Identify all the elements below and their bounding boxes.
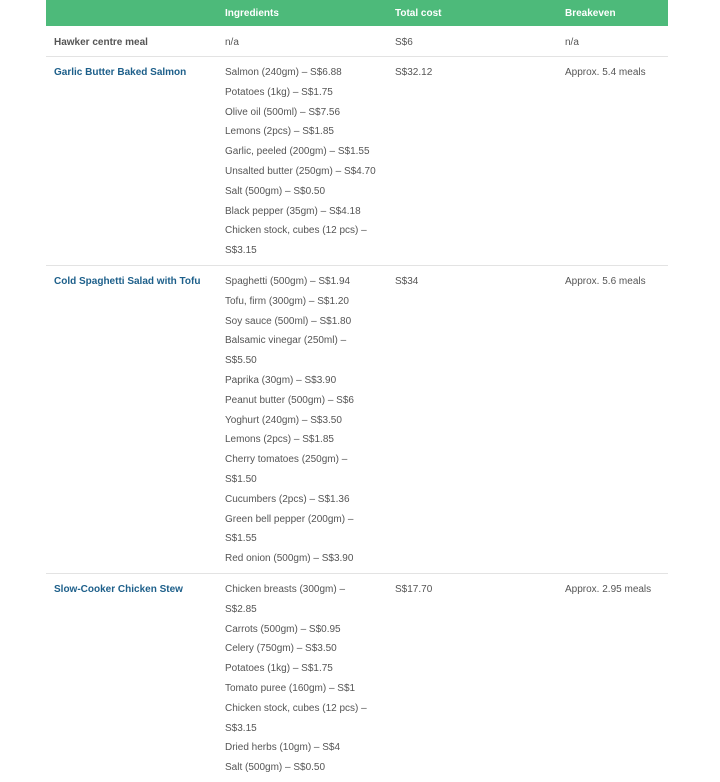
- table-row: [46, 26, 668, 57]
- ingredient-item: Peanut butter (500gm) – S$6: [225, 394, 354, 406]
- total-cost: S$32.12: [395, 67, 433, 78]
- ingredient-item: Unsalted butter (250gm) – S$4.70: [225, 165, 376, 177]
- ingredient-item: Soy sauce (500ml) – S$1.80: [225, 315, 352, 327]
- header-breakeven: Breakeven: [565, 7, 616, 19]
- ingredient-item: Potatoes (1kg) – S$1.75: [225, 663, 333, 675]
- ingredient-item: Salt (500gm) – S$0.50: [225, 762, 326, 774]
- ingredient-item: Carrots (500gm) – S$0.95: [225, 623, 341, 635]
- ingredient-item: Chicken stock, cubes (12 pcs) –: [225, 702, 367, 714]
- ingredient-item: Lemons (2pcs) – S$1.85: [225, 126, 334, 138]
- table-row: [46, 265, 668, 573]
- ingredients-cell: [217, 573, 387, 781]
- meal-cost-table: [46, 0, 668, 782]
- ingredients-cell: [217, 57, 387, 266]
- table-row: [46, 573, 668, 781]
- total-cost: S$17.70: [395, 583, 433, 595]
- ingredient-item: Garlic, peeled (200gm) – S$1.55: [225, 146, 370, 158]
- ingredient-item: Green bell pepper (200gm) –: [225, 513, 354, 525]
- ingredient-item: Olive oil (500ml) – S$7.56: [225, 106, 341, 118]
- total-cost: S$34: [395, 275, 419, 287]
- header-ingredients: Ingredients: [225, 7, 279, 19]
- breakeven: n/a: [565, 37, 579, 48]
- ingredient-item: Cherry tomatoes (250gm) – S$1.50: [225, 454, 348, 485]
- table-header-row: [46, 0, 668, 26]
- header-total-cost: Total cost: [395, 7, 442, 19]
- ingredient-item: Black pepper (35gm) – S$4.18: [225, 205, 361, 217]
- ingredient-item: Salt (500gm) – S$0.50: [225, 185, 326, 197]
- ingredients-cell: n/a: [225, 37, 239, 48]
- ingredients-cell: [217, 265, 387, 573]
- breakeven: Approx. 5.6 meals: [565, 275, 646, 287]
- ingredient-item: Spaghetti (500gm) – S$1.94: [225, 275, 351, 287]
- ingredient-list: [225, 580, 379, 778]
- ingredient-item: Red onion (500gm) – S$3.90: [225, 553, 354, 565]
- ingredient-list: [225, 272, 379, 569]
- header-meal: [46, 0, 217, 26]
- ingredient-list: [225, 63, 379, 261]
- meal-name: Hawker centre meal: [54, 37, 148, 48]
- ingredient-item: Lemons (2pcs) – S$1.85: [225, 434, 334, 446]
- ingredient-item: Cucumbers (2pcs) – S$1.36: [225, 493, 350, 505]
- ingredient-item: Yoghurt (240gm) – S$3.50: [225, 414, 342, 426]
- ingredient-item: S$1.55: [225, 533, 257, 545]
- ingredient-item: Chicken stock, cubes (12 pcs) –: [225, 225, 367, 237]
- meal-name: Slow-Cooker Chicken Stew: [54, 583, 183, 595]
- ingredient-item: Chicken breasts (300gm) – S$2.85: [225, 583, 346, 615]
- meal-name: Cold Spaghetti Salad with Tofu: [54, 275, 201, 287]
- ingredient-item: Dried herbs (10gm) – S$4: [225, 742, 341, 754]
- ingredient-item: Paprika (30gm) – S$3.90: [225, 374, 337, 386]
- breakeven: Approx. 2.95 meals: [565, 583, 652, 595]
- ingredient-item: Balsamic vinegar (250ml) – S$5.50: [225, 335, 347, 367]
- total-cost: S$6: [395, 37, 413, 48]
- ingredient-item: Tomato puree (160gm) – S$1: [225, 682, 356, 694]
- ingredient-item: Salmon (240gm) – S$6.88: [225, 67, 342, 78]
- ingredient-item: Potatoes (1kg) – S$1.75: [225, 86, 333, 98]
- ingredient-item: S$3.15: [225, 722, 257, 734]
- ingredient-item: Tofu, firm (300gm) – S$1.20: [225, 295, 349, 307]
- table-row: [46, 57, 668, 266]
- breakeven: Approx. 5.4 meals: [565, 67, 646, 78]
- ingredient-item: S$3.15: [225, 245, 257, 257]
- ingredient-item: Celery (750gm) – S$3.50: [225, 643, 337, 655]
- meal-name: Garlic Butter Baked Salmon: [54, 67, 187, 78]
